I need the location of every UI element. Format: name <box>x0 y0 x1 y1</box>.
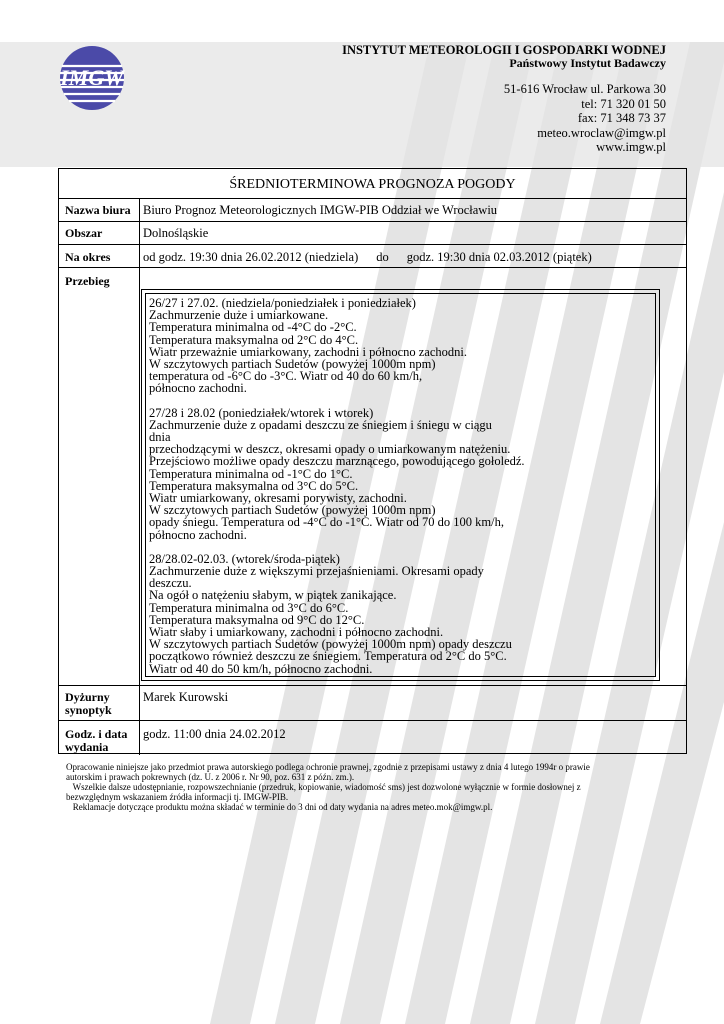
issued-label-line: Godz. i data <box>65 727 128 741</box>
forecast-paragraph-2 <box>146 407 655 541</box>
footer-line: Reklamacje dotyczące produktu można składać w terminie do 3 dni od daty wydania na adres meteo.mok@imgw.pl. <box>66 802 493 812</box>
forecast-line: Przejściowo możliwe opady deszczu marznącego, powodującego gołoledź. <box>149 454 525 469</box>
address-fax: fax: 71 348 73 37 <box>577 111 666 126</box>
logo-text: IMGW <box>60 65 124 90</box>
forecast-line: Zachmurzenie duże i umiarkowane. <box>149 308 329 323</box>
divider <box>59 685 686 686</box>
forecast-paragraph-1 <box>146 297 655 395</box>
divider <box>59 244 686 245</box>
period-value <box>143 250 592 264</box>
forecast-line: Temperatura minimalna od -1°C do 1°C. <box>149 466 353 481</box>
institute-address <box>504 82 666 155</box>
period-from: od godz. 19:30 dnia 26.02.2012 (niedziela) <box>143 250 359 264</box>
forecast-line: 26/27 i 27.02. (niedziela/poniedziałek i poniedziałek) <box>149 296 416 310</box>
forecast-text <box>145 293 656 677</box>
office-value: Biuro Prognoz Meteorologicznych IMGW-PIB Oddział we Wrocławiu <box>143 203 498 217</box>
forecast-line: północno zachodni. <box>149 381 247 396</box>
forecaster-value: Marek Kurowski <box>143 690 229 704</box>
divider <box>59 267 686 268</box>
issued-label-line: wydania <box>65 740 109 754</box>
forecast-line: Na ogół o natężeniu słabym, w piątek zanikające. <box>149 588 397 603</box>
forecast-line: Temperatura maksymalna od 2°C do 4°C. <box>149 332 359 347</box>
institute-name: INSTYTUT METEOROLOGII I GOSPODARKI WODNEJ <box>342 43 666 57</box>
issued-value: godz. 11:00 dnia 24.02.2012 <box>143 727 286 741</box>
divider <box>59 221 686 222</box>
forecast-line: W szczytowych partiach Sudetów (powyżej 1000m npm) opady deszczu <box>149 637 512 652</box>
forecast-line: Wiatr słaby i umiarkowany, zachodni i północno zachodni. <box>149 625 444 640</box>
forecast-line: dnia <box>149 430 171 445</box>
footer-line: bezwzględnym wskazaniem źródła informacji tj. IMGW-PIB. <box>66 792 289 802</box>
forecast-line: północno zachodni. <box>149 527 247 542</box>
forecast-line: Zachmurzenie duże z opadami deszczu ze śniegiem i śniegu w ciągu <box>149 417 492 432</box>
address-phone: tel: 71 320 01 50 <box>581 96 666 111</box>
period-label: Na okres <box>65 250 111 264</box>
column-divider <box>139 198 140 755</box>
footer-line: Opracowanie niniejsze jako przedmiot prawa autorskiego podlega ochronie prawnej, zgodnie z przepisami ustawy z dnia 4 lutego 1994r o prawie <box>66 762 590 772</box>
divider <box>59 720 686 721</box>
forecast-line: Wiatr umiarkowany, okresami porywisty, zachodni. <box>149 491 407 506</box>
area-value: Dolnośląskie <box>143 226 209 240</box>
imgw-logo <box>58 44 126 112</box>
forecaster-label <box>65 691 112 717</box>
institute-subtitle: Państwowy Instytut Badawczy <box>509 56 666 70</box>
forecast-line: Temperatura maksymalna od 9°C do 12°C. <box>149 612 365 627</box>
forecast-line: Zachmurzenie duże z większymi przejaśnieniami. Okresami opady <box>149 564 484 579</box>
forecast-line: W szczytowych partiach Sudetów (powyżej 1000m npm) <box>149 503 436 518</box>
form-title: ŚREDNIOTERMINOWA PROGNOZA POGODY <box>229 177 516 192</box>
forecast-line: 28/28.02-02.03. (wtorek/środa-piątek) <box>149 551 340 566</box>
forecast-line: Wiatr od 40 do 50 km/h, północno zachodni. <box>149 661 373 676</box>
forecast-line: Temperatura minimalna od 3°C do 6°C. <box>149 600 349 615</box>
divider <box>59 198 686 199</box>
course-label: Przebieg <box>65 274 110 288</box>
forecast-line: Wiatr przeważnie umiarkowany, zachodni i północno zachodni. <box>149 344 468 359</box>
address-website[interactable]: www.imgw.pl <box>596 140 666 155</box>
address-email[interactable]: meteo.wroclaw@imgw.pl <box>537 125 666 140</box>
footer-line: Wszelkie dalsze udostępnianie, rozpowszechnianie (przedruk, kopiowanie, wiadomość sms) jest dozwolone wyłącznie w formie dosłownej z <box>66 782 581 792</box>
forecast-line: W szczytowych partiach Sudetów (powyżej 1000m npm) <box>149 357 436 372</box>
forecast-line: temperatura od -6°C do -3°C. Wiatr od 40 do 60 km/h, <box>149 369 423 384</box>
forecast-box <box>141 289 660 681</box>
copyright-footer <box>66 762 666 812</box>
period-separator: do <box>376 250 389 264</box>
area-label: Obszar <box>65 226 103 240</box>
address-street: 51-616 Wrocław ul. Parkowa 30 <box>503 82 666 96</box>
forecast-form <box>58 168 687 754</box>
forecast-line: Temperatura minimalna od -4°C do -2°C. <box>149 320 357 335</box>
forecaster-label-line: Dyżurny <box>65 690 110 704</box>
forecast-line: przechodzącymi w deszcz, okresami opady o umiarkowanym natężeniu. <box>149 442 511 457</box>
forecast-line: 27/28 i 28.02 (poniedziałek/wtorek i wtorek) <box>149 405 374 420</box>
issued-label <box>65 728 127 754</box>
forecast-line: deszczu. <box>149 576 192 591</box>
forecast-line: początkowo również deszczu ze śniegiem. Temperatura od 2°C do 5°C. <box>149 649 507 664</box>
forecast-paragraph-3 <box>146 553 655 675</box>
period-to: godz. 19:30 dnia 02.03.2012 (piątek) <box>406 250 592 264</box>
forecast-line: opady śniegu. Temperatura od -4°C do -1°C. Wiatr od 70 do 100 km/h, <box>149 515 504 530</box>
office-label: Nazwa biura <box>65 203 131 217</box>
forecast-line: Temperatura maksymalna od 3°C do 5°C. <box>149 478 359 493</box>
forecaster-label-line: synoptyk <box>65 703 112 717</box>
footer-line: autorskim i prawach pokrewnych (dz. U. z 2006 r. Nr 90, poz. 631 z późn. zm.). <box>66 772 355 782</box>
